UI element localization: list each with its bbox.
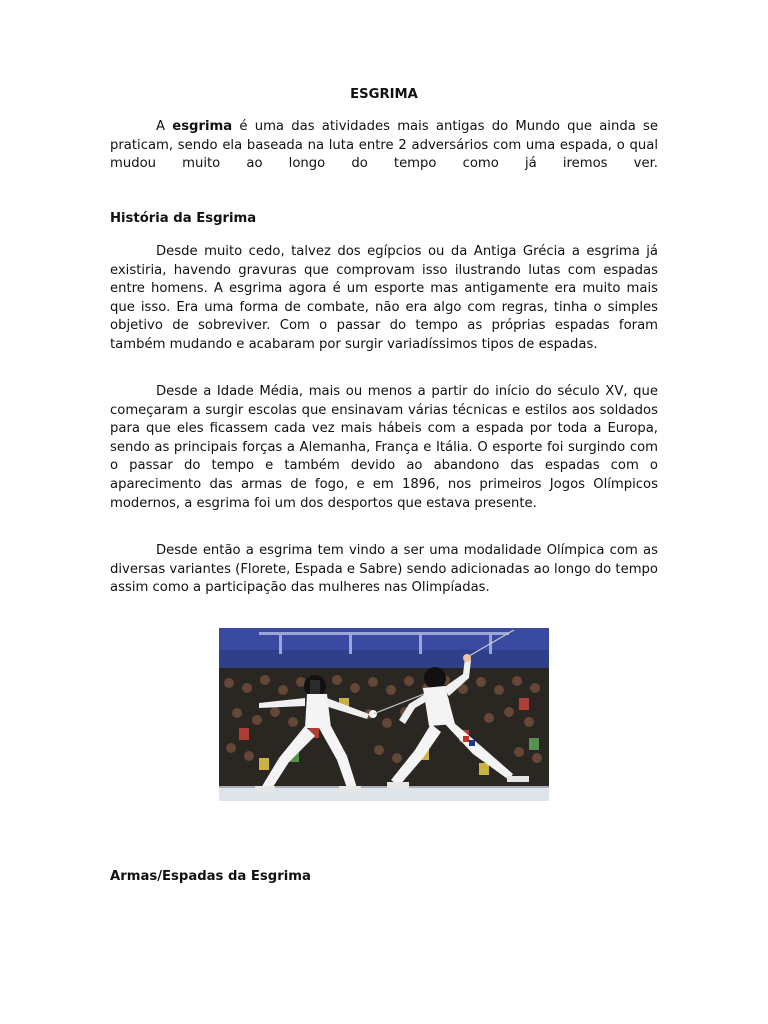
- intro-prefix: A: [156, 119, 173, 134]
- page-title: ESGRIMA: [350, 87, 418, 102]
- history-paragraph-2: Desde a Idade Média, mais ou menos a partir do início do século XV, que começaram a surgir escolas que ensinavam várias técnicas e estilos aos soldados para que eles ficassem cada vez mais hábeis com a espada por toda a Europa, sendo as principais forças a Alemanha, França e Itália. O esporte foi surgindo com o passar do tempo e também devido ao abandono das espadas com o aparecimento das armas de fogo, e em 1896, nos primeiros Jogos Olímpicos modernos, a esgrima foi um dos desportos que estava presente.: [110, 384, 658, 511]
- history-paragraph-1: Desde muito cedo, talvez dos egípcios ou da Antiga Grécia a esgrima já existiria, havendo gravuras que comprovam isso ilustrando lutas com espadas entre homens. A esgrima agora é um esporte mas antigamente era muito mais que isso. Era uma forma de combate, não era algo com regras, tinha o simples objetivo de sobreviver. Com o passar do tempo as próprias espadas foram também mudando e acabaram por surgir variadíssimos tipos de espadas.: [110, 244, 658, 352]
- intro-paragraph: [110, 118, 658, 174]
- fencing-photo-illustration: [219, 628, 549, 801]
- weapons-heading: Armas/Espadas da Esgrima: [110, 869, 311, 884]
- history-heading: História da Esgrima: [110, 211, 257, 226]
- intro-bold-word: esgrima: [172, 119, 233, 134]
- intro-text: é uma das atividades mais antigas do Mundo que ainda se praticam, sendo ela baseada na luta entre 2 adversários com uma espada, o qual mudou muito ao longo do tempo como já iremos ver.: [110, 119, 658, 172]
- fencing-photo: [219, 628, 549, 801]
- history-paragraph-3: Desde então a esgrima tem vindo a ser uma modalidade Olímpica com as diversas variantes (Florete, Espada e Sabre) sendo adicionadas ao longo do tempo assim como a participação das mulheres nas Olimpíadas.: [110, 543, 658, 596]
